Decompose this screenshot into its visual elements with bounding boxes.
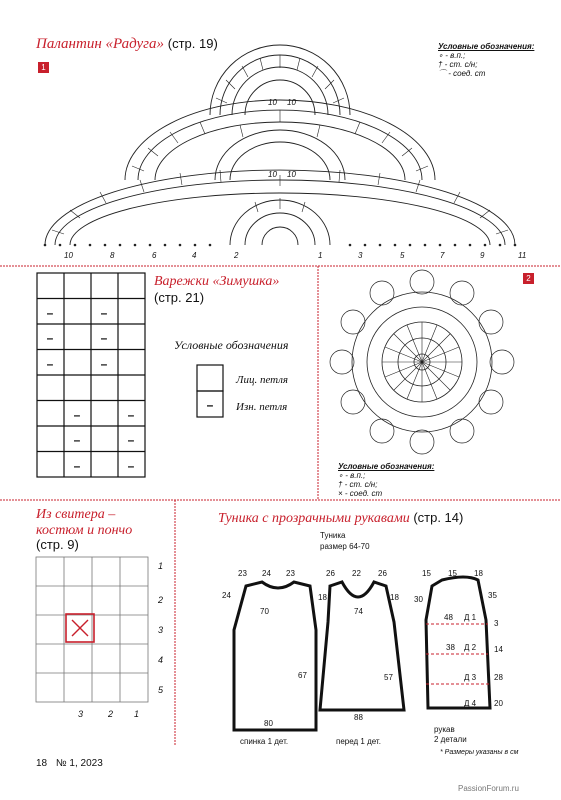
- grid-col-number: 1: [134, 709, 140, 719]
- footer: [36, 758, 103, 769]
- back-dim: 80: [264, 719, 273, 728]
- back-caption: спинка 1 дет.: [240, 737, 289, 746]
- tunic-subtitle-line: Туника: [320, 531, 346, 540]
- sleeve-caption: рукав: [434, 725, 455, 734]
- tunic-subtitle-line: размер 64-70: [320, 542, 370, 551]
- purl-mark: –: [127, 459, 135, 473]
- back-dim: 24: [222, 591, 231, 600]
- motif-spokes: [382, 322, 462, 402]
- sleeve-piece-outline: [426, 577, 490, 708]
- purl-mark: –: [73, 408, 81, 422]
- scheme-badge-1: 1: [38, 62, 49, 73]
- purl-mark: –: [127, 433, 135, 447]
- front-dim: 26: [326, 569, 335, 578]
- grid-row-number: 1: [158, 561, 164, 571]
- chart-row-label: 9: [480, 251, 485, 260]
- tunic-title: [218, 510, 463, 527]
- front-dim: 57: [384, 673, 393, 682]
- watermark: PassionForum.ru: [458, 784, 519, 793]
- sleeve-part: Д 2: [464, 643, 477, 652]
- grid-col-number: 3: [78, 709, 84, 719]
- purl-mark: –: [100, 306, 108, 320]
- motif-legend-item: ∘ - в.п.;: [338, 471, 366, 480]
- chart-inner-label: 10: [268, 170, 277, 179]
- tunic-subtitle: [320, 530, 370, 552]
- chart-row-label: 4: [192, 251, 197, 260]
- sleeve-caption: 2 детали: [434, 735, 467, 744]
- scarf-title-text: Палантин «Радуга»: [36, 36, 165, 52]
- purl-mark: –: [127, 408, 135, 422]
- purl-mark: –: [73, 433, 81, 447]
- mittens-legend-boxes: [196, 364, 224, 419]
- sleeve-dim: 35: [488, 591, 497, 600]
- sleeve-width: 48: [444, 613, 453, 622]
- front-dim: 22: [352, 569, 361, 578]
- sleeve-part-dim: 3: [494, 619, 499, 628]
- sizes-note: * Размеры указаны в см: [440, 749, 519, 756]
- chart-row-label: 5: [400, 251, 405, 260]
- mittens-legend-title: Условные обозначения: [174, 338, 289, 352]
- motif-legend-item: † - ст. с/н;: [338, 480, 378, 489]
- grid-row-number: 5: [158, 685, 164, 695]
- sleeve-part-dim: 14: [494, 645, 503, 654]
- tunic-pattern-drawings: [218, 560, 558, 760]
- sleeve-part-dim: 20: [494, 699, 503, 708]
- front-dim: 88: [354, 713, 363, 722]
- purl-symbol: –: [206, 398, 214, 412]
- sweater-title: [36, 507, 132, 539]
- sleeve-dim: 15: [448, 569, 457, 578]
- scarf-page-ref: (стр. 19): [167, 36, 218, 51]
- chart-row-label: 2: [234, 251, 239, 260]
- back-dim: 67: [298, 671, 307, 680]
- back-dim: 70: [260, 607, 269, 616]
- motif-legend-heading: Условные обозначения:: [338, 462, 435, 471]
- chart-row-label: 10: [64, 251, 73, 260]
- purl-mark: –: [73, 459, 81, 473]
- page-number: 18: [36, 758, 48, 769]
- tunic-title-text: Туника с прозрачными рукавами: [218, 511, 410, 526]
- sweater-title-line: Из свитера –: [36, 507, 116, 522]
- mittens-title: Варежки «Зимушка»: [154, 274, 280, 289]
- back-piece-outline: [234, 582, 316, 730]
- sleeve-part: Д 1: [464, 613, 477, 622]
- knit-stitch-label: Лиц. петля: [236, 374, 289, 386]
- scarf-legend-heading: Условные обозначения:: [438, 42, 535, 51]
- sleeve-part-dim: 28: [494, 673, 503, 682]
- sweater-grid: [34, 555, 174, 725]
- chart-row-label: 8: [110, 251, 115, 260]
- purl-mark: –: [100, 331, 108, 345]
- front-dim: 18: [390, 593, 399, 602]
- motif-legend-item: × - соед. ст: [338, 489, 383, 498]
- chart-row-label: 7: [440, 251, 445, 260]
- tunic-page-ref: (стр. 14): [413, 510, 464, 525]
- purl-mark: –: [46, 306, 54, 320]
- purl-mark: –: [100, 357, 108, 371]
- sleeve-part: Д 4: [464, 699, 477, 708]
- sweater-title-line: костюм и пончо: [36, 523, 133, 538]
- purl-mark: –: [46, 331, 54, 345]
- sleeve-width: 38: [446, 643, 455, 652]
- back-dim: 23: [238, 569, 247, 578]
- mittens-page-ref: (стр. 21): [154, 290, 205, 305]
- front-dim: 18: [318, 593, 327, 602]
- scarf-legend-item: ∘ - в.п.;: [438, 51, 466, 60]
- back-dim: 24: [262, 569, 271, 578]
- chart-row-label: 3: [358, 251, 363, 260]
- scarf-legend-item: † - ст. с/н;: [438, 60, 478, 69]
- chart-inner-label: 10: [287, 170, 296, 179]
- sleeve-dim: 18: [474, 569, 483, 578]
- chart-row-label: 6: [152, 251, 157, 260]
- chart-inner-label: 10: [287, 98, 296, 107]
- back-dim: 23: [286, 569, 295, 578]
- scheme-badge-2: 2: [523, 273, 534, 284]
- scarf-legend-item: ⌒ - соед. ст: [438, 69, 486, 78]
- chart-row-label: 1: [318, 251, 323, 260]
- sleeve-part: Д 3: [464, 673, 477, 682]
- chart-row-label: 11: [518, 251, 527, 260]
- purl-stitch-label: Изн. петля: [236, 401, 288, 413]
- motif-legend: [338, 462, 434, 498]
- crochet-motif-chart: [320, 262, 540, 462]
- cross-icon: [72, 620, 88, 636]
- front-caption: перед 1 дет.: [336, 737, 381, 746]
- grid-row-number: 4: [158, 655, 164, 665]
- sleeve-dim: 15: [422, 569, 431, 578]
- issue-number: № 1, 2023: [55, 758, 103, 769]
- mittens-chart-grid: [36, 272, 146, 478]
- sleeve-part-lines: [426, 624, 490, 684]
- sleeve-dim: 30: [414, 595, 423, 604]
- front-dim: 74: [354, 607, 363, 616]
- grid-col-number: 2: [108, 709, 114, 719]
- grid-row-number: 2: [158, 595, 164, 605]
- purl-mark: –: [46, 357, 54, 371]
- front-dim: 26: [378, 569, 387, 578]
- chart-inner-label: 10: [268, 98, 277, 107]
- sweater-page-ref: (стр. 9): [36, 537, 79, 552]
- grid-row-number: 3: [158, 625, 164, 635]
